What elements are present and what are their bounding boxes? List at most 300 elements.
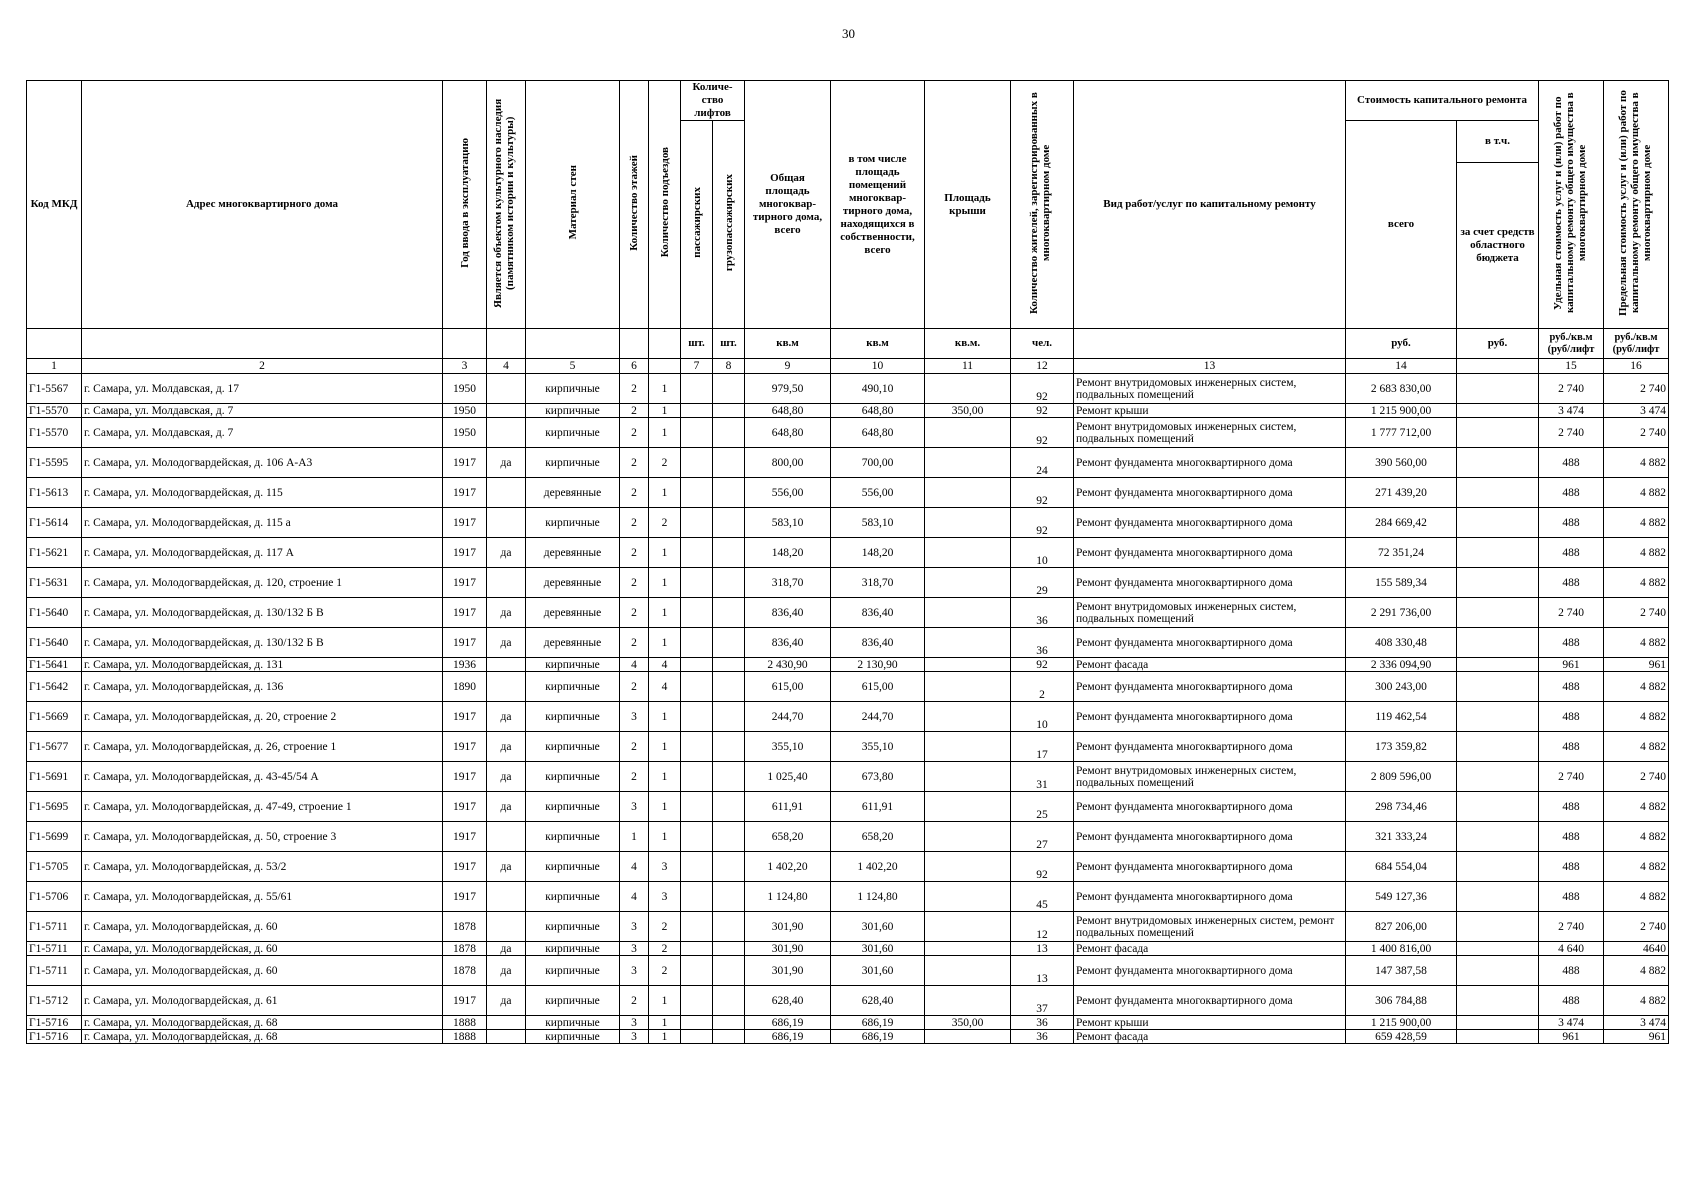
cell-year: 1888 <box>443 1030 487 1044</box>
cell-elevators-passenger <box>681 568 713 598</box>
cell-roof-area <box>925 732 1011 762</box>
cell-entrances: 2 <box>649 448 681 478</box>
cell-floors: 3 <box>620 1030 649 1044</box>
cell-heritage <box>487 912 526 942</box>
cell-floors: 2 <box>620 762 649 792</box>
cell-owned-area: 658,20 <box>831 822 925 852</box>
cell-cost-budget <box>1457 418 1539 448</box>
cell-unit-cost: 4 640 <box>1539 942 1604 956</box>
cell-max-cost: 2 740 <box>1604 418 1669 448</box>
cell-year: 1917 <box>443 852 487 882</box>
cell-roof-area <box>925 822 1011 852</box>
cell-roof-area <box>925 882 1011 912</box>
cell-work-type: Ремонт фундамента многоквартирного дома <box>1074 478 1346 508</box>
cell-work-type: Ремонт фундамента многоквартирного дома <box>1074 538 1346 568</box>
cell-entrances: 2 <box>649 942 681 956</box>
cell-unit-cost: 488 <box>1539 956 1604 986</box>
cell-owned-area: 1 124,80 <box>831 882 925 912</box>
cell-total-area: 1 025,40 <box>745 762 831 792</box>
cell-elevators-passenger <box>681 448 713 478</box>
cell-code: Г1-5716 <box>27 1030 82 1044</box>
cell-work-type: Ремонт фундамента многоквартирного дома <box>1074 792 1346 822</box>
cell-cost-budget <box>1457 672 1539 702</box>
cell-code: Г1-5711 <box>27 956 82 986</box>
cell-unit-cost: 2 740 <box>1539 418 1604 448</box>
column-number <box>1457 359 1539 374</box>
cell-max-cost: 3 474 <box>1604 1016 1669 1030</box>
cell-unit-cost: 2 740 <box>1539 374 1604 404</box>
table-row <box>27 672 1669 702</box>
column-number: 10 <box>831 359 925 374</box>
cell-address: г. Самара, ул. Молодогвардейская, д. 20, строение 2 <box>82 702 443 732</box>
cell-elevators-passenger <box>681 1030 713 1044</box>
cell-heritage: да <box>487 852 526 882</box>
cell-year: 1917 <box>443 792 487 822</box>
cell-residents: 36 <box>1011 1016 1074 1030</box>
cell-owned-area: 556,00 <box>831 478 925 508</box>
cell-heritage <box>487 672 526 702</box>
cell-roof-area <box>925 672 1011 702</box>
cell-elevators-cargo <box>713 792 745 822</box>
cell-heritage: да <box>487 628 526 658</box>
cell-unit-cost: 488 <box>1539 986 1604 1016</box>
header-cost-budget: за счет средств областного бюджета <box>1457 163 1539 329</box>
cell-cost-total: 1 777 712,00 <box>1346 418 1457 448</box>
header-entrances: Количество подъездов <box>658 147 671 258</box>
cell-elevators-passenger <box>681 852 713 882</box>
repair-register-table <box>26 80 1669 1044</box>
cell-residents: 27 <box>1011 822 1074 852</box>
cell-code: Г1-5640 <box>27 628 82 658</box>
cell-heritage <box>487 1016 526 1030</box>
cell-entrances: 1 <box>649 762 681 792</box>
cell-wall-material: кирпичные <box>526 448 620 478</box>
cell-heritage <box>487 822 526 852</box>
cell-address: г. Самара, ул. Молодогвардейская, д. 68 <box>82 1030 443 1044</box>
cell-elevators-cargo <box>713 882 745 912</box>
cell-heritage <box>487 508 526 538</box>
cell-wall-material: кирпичные <box>526 882 620 912</box>
cell-owned-area: 648,80 <box>831 404 925 418</box>
cell-roof-area: 350,00 <box>925 1016 1011 1030</box>
cell-max-cost: 4 882 <box>1604 852 1669 882</box>
cell-wall-material: деревянные <box>526 568 620 598</box>
cell-unit-cost: 3 474 <box>1539 1016 1604 1030</box>
cell-heritage <box>487 478 526 508</box>
cell-floors: 2 <box>620 568 649 598</box>
cell-total-area: 628,40 <box>745 986 831 1016</box>
cell-elevators-cargo <box>713 628 745 658</box>
cell-residents: 36 <box>1011 598 1074 628</box>
header-roof-area: Площадь крыши <box>925 81 1011 329</box>
cell-cost-budget <box>1457 822 1539 852</box>
cell-cost-budget <box>1457 658 1539 672</box>
cell-code: Г1-5712 <box>27 986 82 1016</box>
cell-elevators-cargo <box>713 702 745 732</box>
cell-unit-cost: 488 <box>1539 732 1604 762</box>
cell-cost-total: 147 387,58 <box>1346 956 1457 986</box>
column-number: 9 <box>745 359 831 374</box>
table-row <box>27 762 1669 792</box>
cell-residents: 13 <box>1011 942 1074 956</box>
cell-wall-material: кирпичные <box>526 792 620 822</box>
cell-wall-material: кирпичные <box>526 912 620 942</box>
cell-entrances: 1 <box>649 792 681 822</box>
header-cost: Стоимость капитального ремонта <box>1346 81 1539 121</box>
cell-year: 1936 <box>443 658 487 672</box>
cell-unit-cost: 488 <box>1539 852 1604 882</box>
cell-heritage: да <box>487 538 526 568</box>
cell-elevators-cargo <box>713 986 745 1016</box>
cell-total-area: 800,00 <box>745 448 831 478</box>
cell-total-area: 836,40 <box>745 598 831 628</box>
cell-heritage: да <box>487 956 526 986</box>
cell-floors: 2 <box>620 448 649 478</box>
cell-code: Г1-5570 <box>27 418 82 448</box>
cell-total-area: 301,90 <box>745 956 831 986</box>
cell-unit-cost: 961 <box>1539 1030 1604 1044</box>
cell-floors: 4 <box>620 852 649 882</box>
cell-cost-total: 684 554,04 <box>1346 852 1457 882</box>
cell-owned-area: 148,20 <box>831 538 925 568</box>
cell-max-cost: 4640 <box>1604 942 1669 956</box>
cell-roof-area <box>925 942 1011 956</box>
cell-cost-budget <box>1457 1016 1539 1030</box>
cell-residents: 2 <box>1011 672 1074 702</box>
cell-residents: 92 <box>1011 374 1074 404</box>
cell-floors: 2 <box>620 418 649 448</box>
cell-wall-material: кирпичные <box>526 508 620 538</box>
cell-address: г. Самара, ул. Молодогвардейская, д. 68 <box>82 1016 443 1030</box>
unit-pcs-cargo: шт. <box>713 329 745 359</box>
header-residents: Количество жителей, зарегистрированных в многоквартирном доме <box>1028 91 1052 314</box>
cell-floors: 3 <box>620 942 649 956</box>
cell-floors: 4 <box>620 882 649 912</box>
cell-owned-area: 686,19 <box>831 1030 925 1044</box>
cell-elevators-passenger <box>681 882 713 912</box>
cell-cost-total: 119 462,54 <box>1346 702 1457 732</box>
cell-roof-area <box>925 568 1011 598</box>
cell-unit-cost: 488 <box>1539 448 1604 478</box>
cell-address: г. Самара, ул. Молодогвардейская, д. 26, строение 1 <box>82 732 443 762</box>
cell-entrances: 3 <box>649 882 681 912</box>
cell-max-cost: 4 882 <box>1604 702 1669 732</box>
cell-address: г. Самара, ул. Молодогвардейская, д. 115 а <box>82 508 443 538</box>
cell-total-area: 583,10 <box>745 508 831 538</box>
cell-cost-budget <box>1457 732 1539 762</box>
cell-cost-budget <box>1457 792 1539 822</box>
cell-residents: 45 <box>1011 882 1074 912</box>
column-number: 6 <box>620 359 649 374</box>
cell-elevators-passenger <box>681 822 713 852</box>
cell-year: 1917 <box>443 986 487 1016</box>
table-header <box>27 81 1669 374</box>
cell-work-type: Ремонт фундамента многоквартирного дома <box>1074 672 1346 702</box>
cell-owned-area: 301,60 <box>831 956 925 986</box>
cell-address: г. Самара, ул. Молодогвардейская, д. 47-49, строение 1 <box>82 792 443 822</box>
cell-elevators-passenger <box>681 418 713 448</box>
cell-max-cost: 3 474 <box>1604 404 1669 418</box>
cell-code: Г1-5642 <box>27 672 82 702</box>
cell-work-type: Ремонт внутридомовых инженерных систем, подвальных помещений <box>1074 374 1346 404</box>
cell-max-cost: 4 882 <box>1604 538 1669 568</box>
cell-total-area: 148,20 <box>745 538 831 568</box>
table-row <box>27 1016 1669 1030</box>
cell-code: Г1-5711 <box>27 942 82 956</box>
cell-code: Г1-5631 <box>27 568 82 598</box>
cell-cost-budget <box>1457 404 1539 418</box>
cell-code: Г1-5613 <box>27 478 82 508</box>
cell-heritage <box>487 658 526 672</box>
cell-total-area: 355,10 <box>745 732 831 762</box>
cell-elevators-cargo <box>713 822 745 852</box>
cell-elevators-cargo <box>713 404 745 418</box>
cell-code: Г1-5621 <box>27 538 82 568</box>
cell-floors: 3 <box>620 1016 649 1030</box>
unit-total-area: кв.м <box>745 329 831 359</box>
cell-max-cost: 2 740 <box>1604 598 1669 628</box>
cell-cost-budget <box>1457 478 1539 508</box>
cell-heritage: да <box>487 986 526 1016</box>
cell-entrances: 1 <box>649 1016 681 1030</box>
cell-floors: 3 <box>620 912 649 942</box>
cell-cost-budget <box>1457 852 1539 882</box>
cell-owned-area: 301,60 <box>831 942 925 956</box>
cell-residents: 25 <box>1011 792 1074 822</box>
cell-cost-budget <box>1457 598 1539 628</box>
cell-address: г. Самара, ул. Молодогвардейская, д. 131 <box>82 658 443 672</box>
cell-residents: 29 <box>1011 568 1074 598</box>
cell-floors: 1 <box>620 822 649 852</box>
cell-residents: 24 <box>1011 448 1074 478</box>
cell-elevators-cargo <box>713 956 745 986</box>
column-number: 1 <box>27 359 82 374</box>
table-body <box>27 374 1669 1044</box>
table-row <box>27 508 1669 538</box>
cell-work-type: Ремонт фундамента многоквартирного дома <box>1074 448 1346 478</box>
cell-roof-area <box>925 508 1011 538</box>
cell-unit-cost: 488 <box>1539 508 1604 538</box>
unit-residents: чел. <box>1011 329 1074 359</box>
table-row <box>27 478 1669 508</box>
cell-elevators-passenger <box>681 792 713 822</box>
unit-owned-area: кв.м <box>831 329 925 359</box>
cell-elevators-passenger <box>681 762 713 792</box>
cell-work-type: Ремонт внутридомовых инженерных систем, ремонт подвальных помещений <box>1074 912 1346 942</box>
column-numbers-row <box>27 359 1669 374</box>
cell-max-cost: 4 882 <box>1604 508 1669 538</box>
table-row <box>27 882 1669 912</box>
table-row <box>27 1030 1669 1044</box>
cell-floors: 2 <box>620 478 649 508</box>
cell-owned-area: 583,10 <box>831 508 925 538</box>
cell-address: г. Самара, ул. Молодогвардейская, д. 115 <box>82 478 443 508</box>
cell-floors: 4 <box>620 658 649 672</box>
unit-pcs-passenger: шт. <box>681 329 713 359</box>
cell-total-area: 615,00 <box>745 672 831 702</box>
cell-elevators-passenger <box>681 508 713 538</box>
cell-max-cost: 961 <box>1604 658 1669 672</box>
header-unit-cost: Удельная стоимость услуг и (или) работ по капитальному ремонту общего имущества в многоквартирном доме <box>1552 92 1588 313</box>
cell-max-cost: 4 882 <box>1604 732 1669 762</box>
cell-entrances: 1 <box>649 1030 681 1044</box>
cell-address: г. Самара, ул. Молодогвардейская, д. 130/132 Б В <box>82 628 443 658</box>
cell-elevators-passenger <box>681 538 713 568</box>
cell-owned-area: 355,10 <box>831 732 925 762</box>
cell-year: 1917 <box>443 598 487 628</box>
cell-year: 1950 <box>443 404 487 418</box>
table-row <box>27 792 1669 822</box>
table-row <box>27 598 1669 628</box>
cell-cost-total: 2 336 094,90 <box>1346 658 1457 672</box>
table-row <box>27 986 1669 1016</box>
cell-entrances: 4 <box>649 672 681 702</box>
cell-cost-total: 155 589,34 <box>1346 568 1457 598</box>
cell-total-area: 686,19 <box>745 1030 831 1044</box>
cell-roof-area <box>925 374 1011 404</box>
cell-wall-material: кирпичные <box>526 852 620 882</box>
cell-year: 1917 <box>443 762 487 792</box>
column-number: 4 <box>487 359 526 374</box>
cell-year: 1917 <box>443 822 487 852</box>
cell-entrances: 1 <box>649 538 681 568</box>
cell-entrances: 1 <box>649 598 681 628</box>
cell-owned-area: 1 402,20 <box>831 852 925 882</box>
column-number: 8 <box>713 359 745 374</box>
cell-elevators-cargo <box>713 418 745 448</box>
cell-wall-material: деревянные <box>526 598 620 628</box>
cell-cost-total: 390 560,00 <box>1346 448 1457 478</box>
cell-wall-material: кирпичные <box>526 404 620 418</box>
cell-work-type: Ремонт фундамента многоквартирного дома <box>1074 956 1346 986</box>
cell-roof-area <box>925 628 1011 658</box>
table-row <box>27 658 1669 672</box>
cell-residents: 31 <box>1011 762 1074 792</box>
cell-max-cost: 4 882 <box>1604 628 1669 658</box>
cell-floors: 2 <box>620 508 649 538</box>
table-row <box>27 404 1669 418</box>
cell-elevators-cargo <box>713 538 745 568</box>
cell-year: 1917 <box>443 448 487 478</box>
cell-floors: 3 <box>620 702 649 732</box>
cell-residents: 36 <box>1011 628 1074 658</box>
cell-work-type: Ремонт фундамента многоквартирного дома <box>1074 986 1346 1016</box>
cell-unit-cost: 2 740 <box>1539 598 1604 628</box>
cell-cost-budget <box>1457 538 1539 568</box>
cell-code: Г1-5705 <box>27 852 82 882</box>
cell-elevators-cargo <box>713 852 745 882</box>
cell-address: г. Самара, ул. Молдавская, д. 7 <box>82 404 443 418</box>
cell-roof-area <box>925 852 1011 882</box>
cell-wall-material: кирпичные <box>526 672 620 702</box>
table-row <box>27 702 1669 732</box>
cell-elevators-cargo <box>713 508 745 538</box>
cell-entrances: 4 <box>649 658 681 672</box>
cell-total-area: 301,90 <box>745 942 831 956</box>
cell-total-area: 658,20 <box>745 822 831 852</box>
cell-wall-material: кирпичные <box>526 986 620 1016</box>
cell-residents: 92 <box>1011 418 1074 448</box>
cell-floors: 2 <box>620 628 649 658</box>
cell-code: Г1-5641 <box>27 658 82 672</box>
cell-total-area: 979,50 <box>745 374 831 404</box>
cell-unit-cost: 488 <box>1539 628 1604 658</box>
column-number: 13 <box>1074 359 1346 374</box>
cell-floors: 3 <box>620 792 649 822</box>
cell-elevators-passenger <box>681 986 713 1016</box>
cell-wall-material: кирпичные <box>526 374 620 404</box>
cell-cost-total: 549 127,36 <box>1346 882 1457 912</box>
cell-work-type: Ремонт фундамента многоквартирного дома <box>1074 628 1346 658</box>
table-row <box>27 628 1669 658</box>
cell-cost-total: 2 291 736,00 <box>1346 598 1457 628</box>
header-owned-area: в том числе площадь помещений многоквар-тирного дома, находящихся в собственности, всего <box>831 81 925 329</box>
cell-entrances: 2 <box>649 508 681 538</box>
cell-residents: 13 <box>1011 956 1074 986</box>
cell-address: г. Самара, ул. Молодогвардейская, д. 136 <box>82 672 443 702</box>
cell-year: 1917 <box>443 628 487 658</box>
cell-owned-area: 244,70 <box>831 702 925 732</box>
cell-max-cost: 4 882 <box>1604 672 1669 702</box>
cell-total-area: 2 430,90 <box>745 658 831 672</box>
cell-address: г. Самара, ул. Молодогвардейская, д. 55/61 <box>82 882 443 912</box>
cell-entrances: 1 <box>649 822 681 852</box>
cell-entrances: 2 <box>649 912 681 942</box>
cell-owned-area: 490,10 <box>831 374 925 404</box>
cell-roof-area <box>925 702 1011 732</box>
cell-work-type: Ремонт фундамента многоквартирного дома <box>1074 822 1346 852</box>
table-row <box>27 942 1669 956</box>
cell-address: г. Самара, ул. Молодогвардейская, д. 53/2 <box>82 852 443 882</box>
cell-elevators-cargo <box>713 912 745 942</box>
cell-entrances: 3 <box>649 852 681 882</box>
cell-cost-total: 306 784,88 <box>1346 986 1457 1016</box>
cell-owned-area: 700,00 <box>831 448 925 478</box>
cell-roof-area <box>925 658 1011 672</box>
cell-cost-total: 173 359,82 <box>1346 732 1457 762</box>
cell-owned-area: 318,70 <box>831 568 925 598</box>
cell-cost-budget <box>1457 702 1539 732</box>
cell-total-area: 244,70 <box>745 702 831 732</box>
cell-total-area: 301,90 <box>745 912 831 942</box>
cell-elevators-passenger <box>681 1016 713 1030</box>
cell-roof-area <box>925 598 1011 628</box>
cell-elevators-cargo <box>713 762 745 792</box>
cell-total-area: 1 124,80 <box>745 882 831 912</box>
cell-elevators-cargo <box>713 478 745 508</box>
cell-roof-area: 350,00 <box>925 404 1011 418</box>
cell-floors: 2 <box>620 404 649 418</box>
cell-wall-material: кирпичные <box>526 762 620 792</box>
cell-elevators-passenger <box>681 628 713 658</box>
cell-entrances: 1 <box>649 986 681 1016</box>
cell-floors: 2 <box>620 538 649 568</box>
table-row <box>27 538 1669 568</box>
cell-cost-budget <box>1457 628 1539 658</box>
cell-cost-budget <box>1457 762 1539 792</box>
column-number: 12 <box>1011 359 1074 374</box>
cell-residents: 92 <box>1011 404 1074 418</box>
cell-residents: 36 <box>1011 1030 1074 1044</box>
cell-unit-cost: 488 <box>1539 568 1604 598</box>
cell-floors: 2 <box>620 672 649 702</box>
cell-wall-material: кирпичные <box>526 702 620 732</box>
cell-work-type: Ремонт фасада <box>1074 1030 1346 1044</box>
cell-code: Г1-5614 <box>27 508 82 538</box>
cell-address: г. Самара, ул. Молодогвардейская, д. 117 А <box>82 538 443 568</box>
cell-cost-budget <box>1457 1030 1539 1044</box>
cell-elevators-cargo <box>713 568 745 598</box>
